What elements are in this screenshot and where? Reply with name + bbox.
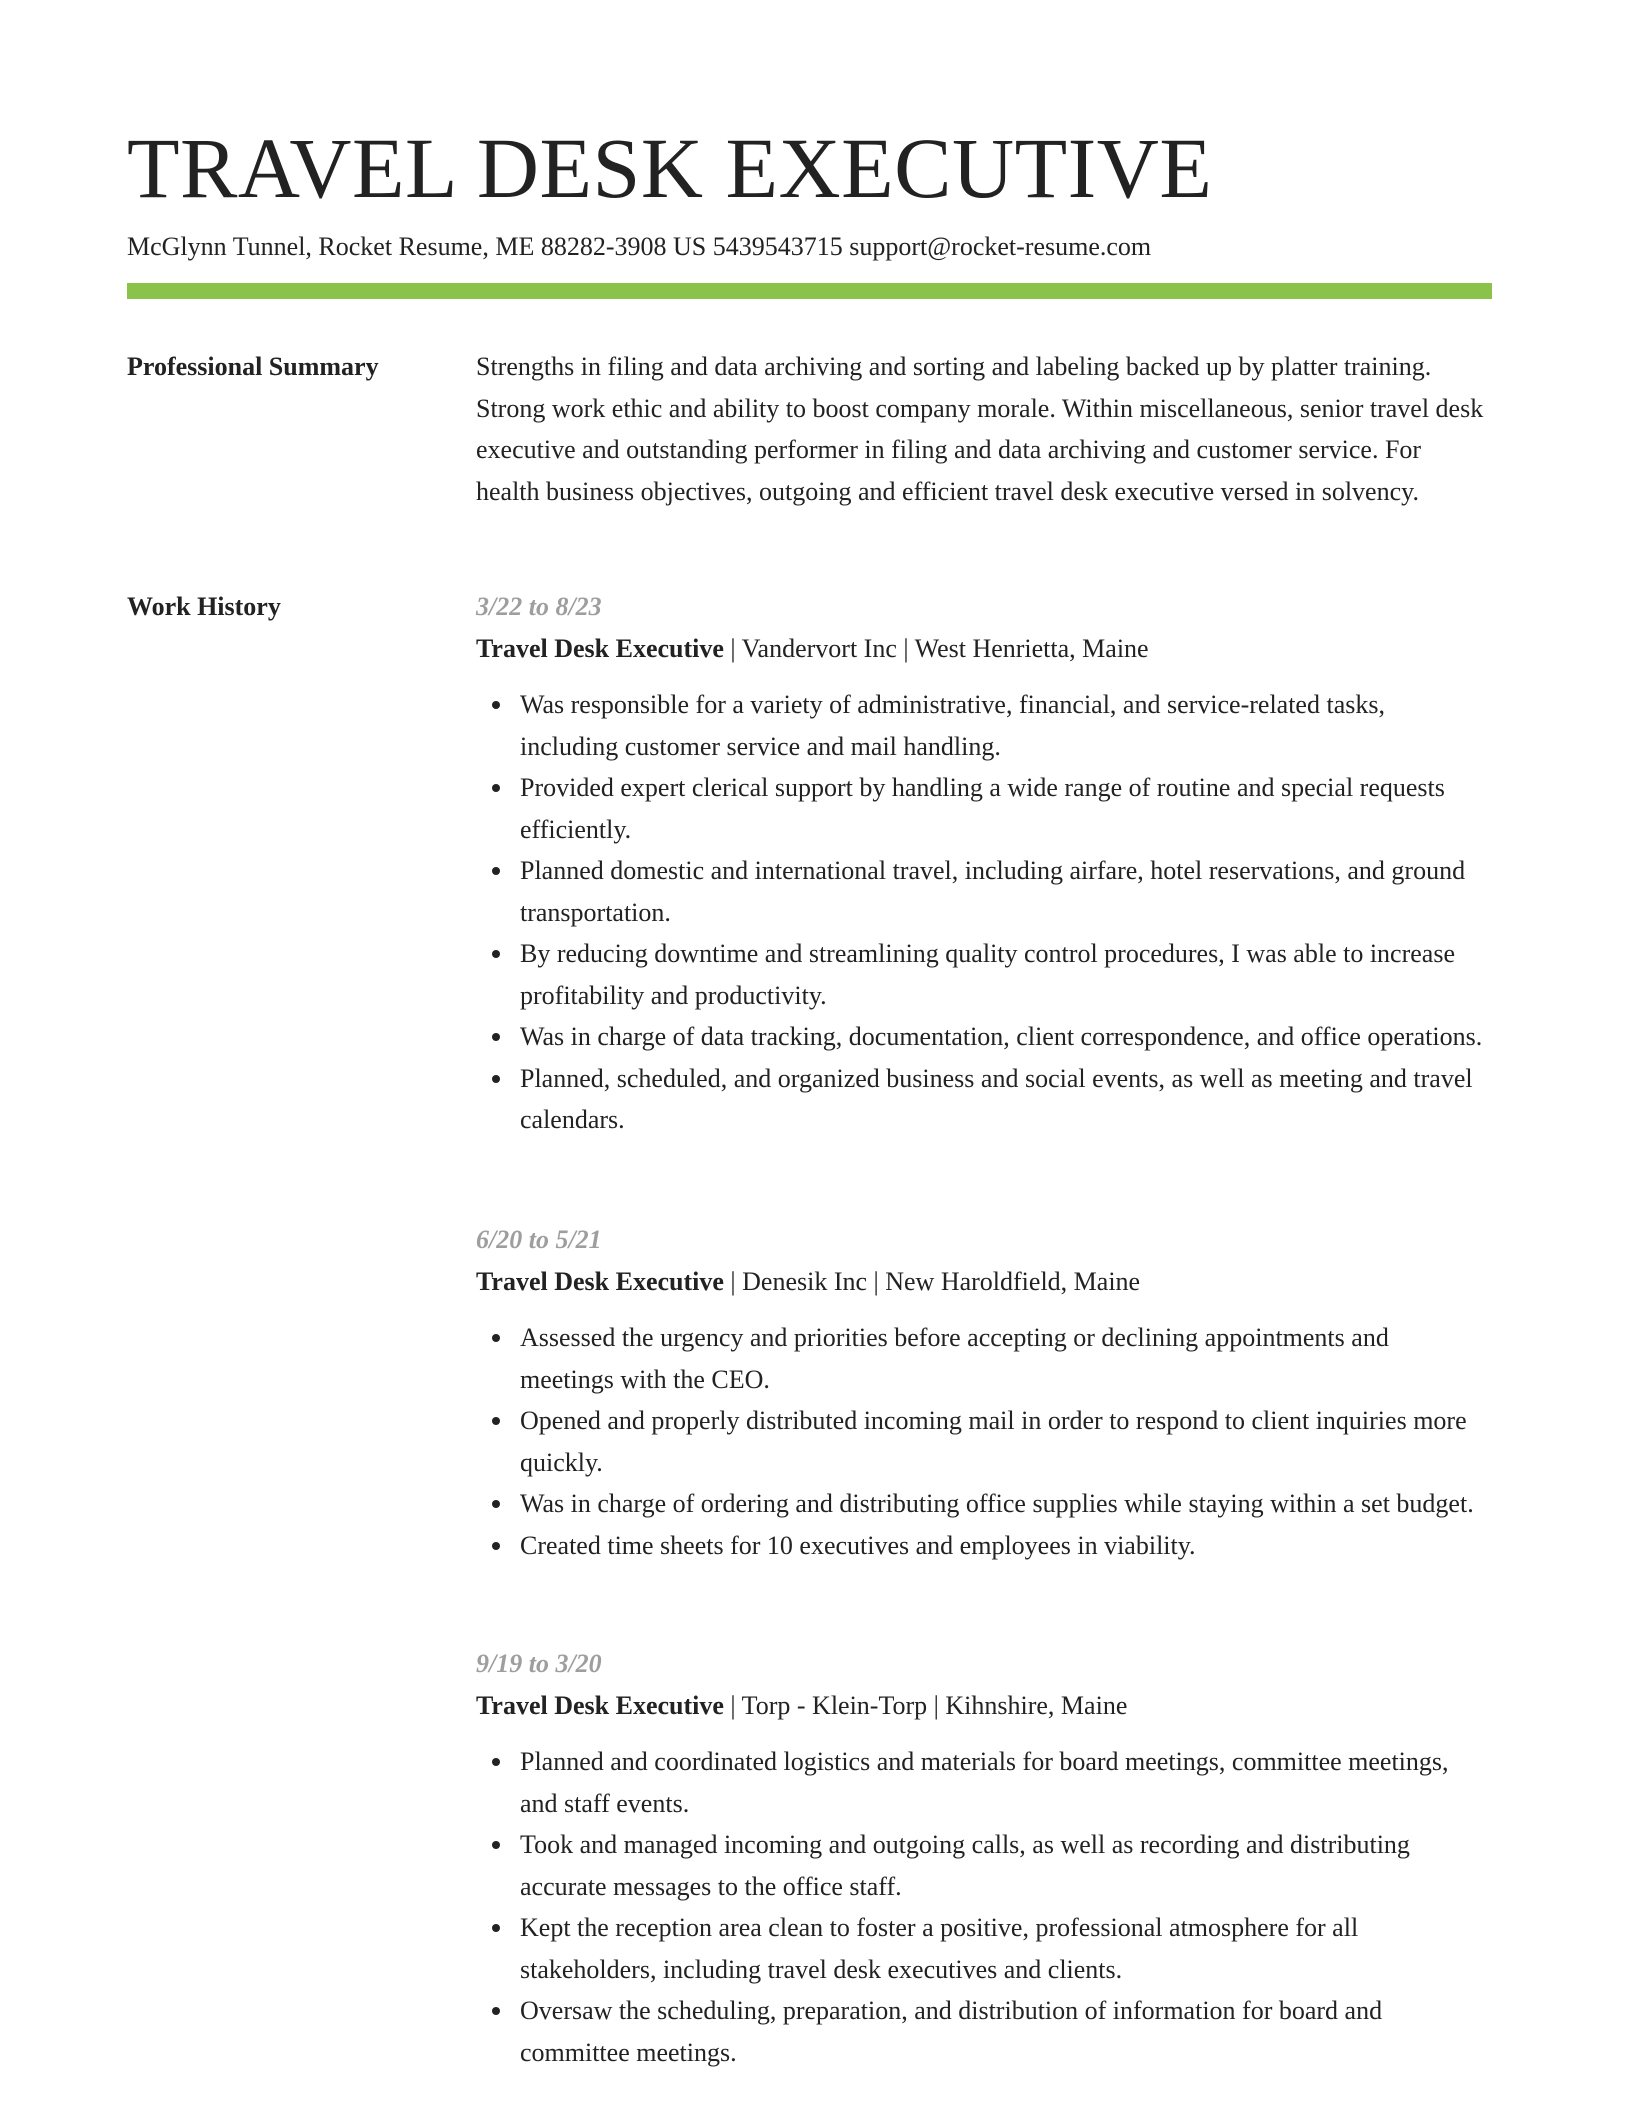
job-duties-list [476, 1317, 1486, 1566]
job-dates: 6/20 to 5/21 [476, 1225, 602, 1254]
job-duty [520, 1525, 1486, 1567]
job-title: Travel Desk Executive [476, 633, 724, 663]
job-duty-text: Created time sheets for 10 executives and employees in viability. [520, 1530, 1196, 1560]
bullet-icon [492, 1500, 500, 1508]
job-duty-text: Was in charge of data tracking, documentation, client correspondence, and office operations. [520, 1022, 1483, 1051]
job-duties-list [476, 1741, 1486, 2073]
bullet-icon [492, 1334, 500, 1342]
bullet-icon [492, 1075, 500, 1083]
bullet-icon [492, 867, 500, 875]
job-duty [520, 1400, 1486, 1483]
job-duties-list [476, 684, 1486, 1141]
job-duty [520, 1741, 1486, 1824]
job-heading [476, 1261, 1486, 1303]
job-title: Travel Desk Executive [476, 1690, 724, 1720]
job-heading [476, 628, 1486, 670]
job-employer-location: | Torp - Klein-Torp | Kihnshire, Maine [723, 1690, 1128, 1720]
job-duty-text: Planned and coordinated logistics and materials for board meetings, committee meetings, and staff events. [520, 1747, 1449, 1818]
bullet-icon [492, 1841, 500, 1849]
bullet-icon [492, 701, 500, 709]
job-dates: 9/19 to 3/20 [476, 1649, 602, 1678]
bullet-icon [492, 950, 500, 958]
bullet-icon [492, 784, 500, 792]
job-duty [520, 1058, 1486, 1141]
job-duty [520, 1483, 1486, 1525]
job-duty [520, 767, 1486, 850]
accent-divider [127, 283, 1492, 299]
resume-title: TRAVEL DESK EXECUTIVE [127, 120, 1213, 216]
job-heading [476, 1685, 1486, 1727]
job-employer-location: | Vandervort Inc | West Henrietta, Maine [723, 633, 1149, 663]
bullet-icon [492, 2007, 500, 2015]
job-duty [520, 684, 1486, 767]
job-duty-text: Was responsible for a variety of administrative, financial, and service-related tasks, including customer service and mail handling. [520, 690, 1385, 761]
job-duty [520, 933, 1486, 1016]
job-duty [520, 1990, 1486, 2073]
job-duty-text: Oversaw the scheduling, preparation, and distribution of information for board and committee meetings. [520, 1996, 1383, 2067]
bullet-icon [492, 1417, 500, 1425]
job-entry [476, 586, 1486, 1141]
job-dates: 3/22 to 8/23 [476, 592, 602, 621]
job-duty-text: Provided expert clerical support by handling a wide range of routine and special requests efficiently. [520, 773, 1445, 844]
job-duty-text: By reducing downtime and streamlining quality control procedures, I was able to increase profitability and productivity. [520, 939, 1455, 1010]
job-duty [520, 1016, 1486, 1058]
job-duty [520, 850, 1486, 933]
job-employer-location: | Denesik Inc | New Haroldfield, Maine [723, 1266, 1141, 1296]
job-duty-text: Took and managed incoming and outgoing calls, as well as recording and distributing accurate messages to the office staff. [520, 1830, 1410, 1901]
job-entry [476, 1643, 1486, 2073]
job-duty [520, 1824, 1486, 1907]
summary-text: Strengths in filing and data archiving and sorting and labeling backed up by platter training. Strong work ethic and ability to boost company morale. Within miscellaneous, senior travel desk executive and outstanding performer in filing and data archiving and customer service. For health business objectives, outgoing and efficient travel desk executive versed in solvency. [476, 352, 1484, 506]
job-duty [520, 1317, 1486, 1400]
bullet-icon [492, 1542, 500, 1550]
job-duty-text: Opened and properly distributed incoming mail in order to respond to client inquiries more quickly. [520, 1406, 1467, 1477]
contact-line: McGlynn Tunnel, Rocket Resume, ME 88282-3908 US 5439543715 support@rocket-resume.com [127, 232, 1152, 261]
job-duty-text: Planned, scheduled, and organized business and social events, as well as meeting and travel calendars. [520, 1063, 1473, 1134]
work-history-heading: Work History [127, 592, 281, 621]
job-duty-text: Was in charge of ordering and distributing office supplies while staying within a set budget. [520, 1489, 1474, 1518]
job-duty-text: Planned domestic and international travel, including airfare, hotel reservations, and ground transportation. [520, 856, 1466, 927]
bullet-icon [492, 1924, 500, 1932]
job-entry [476, 1219, 1486, 1566]
job-duty-text: Assessed the urgency and priorities before accepting or declining appointments and meetings with the CEO. [520, 1323, 1389, 1394]
summary-section [476, 346, 1486, 512]
summary-heading: Professional Summary [127, 352, 379, 381]
bullet-icon [492, 1758, 500, 1766]
job-title: Travel Desk Executive [476, 1266, 724, 1296]
job-duty-text: Kept the reception area clean to foster a positive, professional atmosphere for all stakeholders, including travel desk executives and clients. [520, 1913, 1359, 1984]
job-duty [520, 1907, 1486, 1990]
bullet-icon [492, 1033, 500, 1041]
